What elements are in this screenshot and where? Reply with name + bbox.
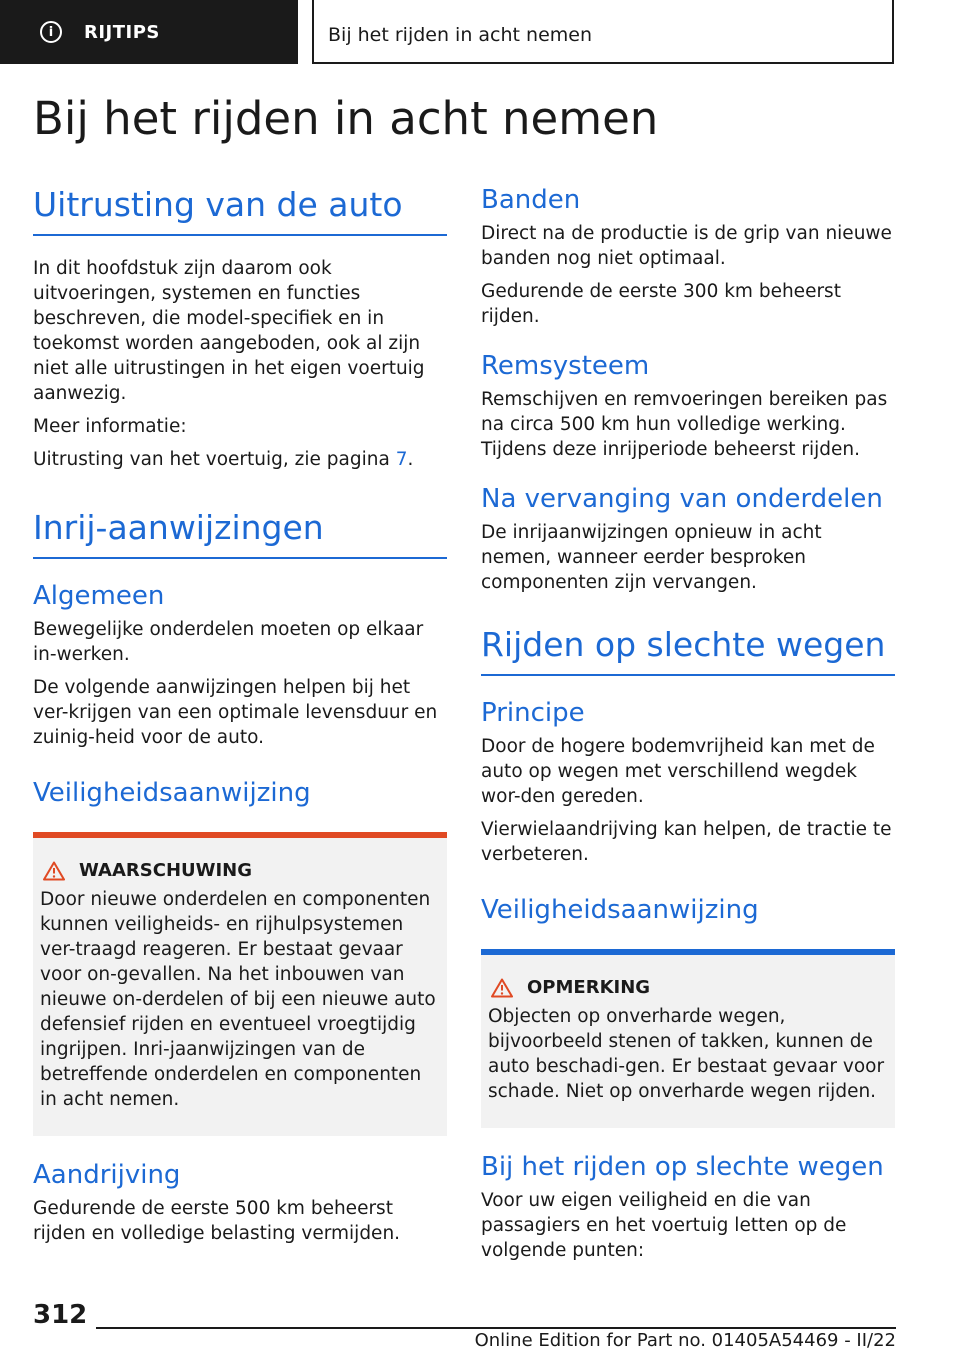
note-box: [481, 949, 895, 1128]
subheading-principe: Principe: [481, 698, 585, 728]
meer-informatie: Meer informatie:: [33, 416, 187, 437]
warning-text: Door nieuwe onderdelen en componenten kunnen veiligheids- en rijhulpsystemen ver-traagd reageren. Er bestaat gevaar voor on-gevallen. Na het inbouwen van nieuwe on-derdelen of bij een nieuwe auto defensief rijden en eventueel vroegtijdig ingrijpen. Inri-jaanwijzingen van de betreffende onderdelen en componenten in acht nemen.: [40, 889, 436, 1110]
aandrijving-paragraph: Gedurende de eerste 500 km beheerst rijden en volledige belasting vermijden.: [33, 1198, 401, 1244]
subheading-vervanging: Na vervanging van onderdelen: [481, 484, 883, 514]
remsysteem-paragraph: Remschijven en remvoeringen bereiken pas na circa 500 km hun volledige werking. Tijdens deze inrijperiode beheerst rijden.: [481, 389, 888, 460]
principe-paragraph-2: Vierwielaandrijving kan helpen, de tractie te verbeteren.: [481, 819, 892, 865]
note-title: OPMERKING: [527, 977, 651, 998]
reference-text: Uitrusting van het voertuig, zie pagina: [33, 449, 396, 470]
principe-paragraph-1: Door de hogere bodemvrijheid kan met de auto op wegen met verschillend wegdek wor-den gereden.: [481, 736, 875, 807]
running-header: [312, 0, 894, 64]
section-heading-slechte-wegen: Rijden op slechte wegen: [481, 625, 895, 676]
warning-header: [40, 860, 439, 881]
uitrusting-reference: [33, 447, 447, 472]
subheading-slechte-wegen: Bij het rijden op slechte wegen: [481, 1152, 884, 1182]
vervanging-paragraph: De inrijaanwijzingen opnieuw in acht nemen, wanneer eerder besproken componenten zijn vervangen.: [481, 522, 822, 593]
uitrusting-paragraph: In dit hoofdstuk zijn daarom ook uitvoeringen, systemen en functies beschreven, die model-specifiek en in toekomst worden aangeboden, ook al zijn niet alle uitrustingen in het eigen voertuig aanwezig.: [33, 258, 425, 404]
left-column: [33, 185, 447, 1246]
caution-triangle-icon: [491, 978, 513, 998]
info-icon: i: [40, 21, 62, 43]
page-link[interactable]: 7: [395, 449, 408, 470]
subheading-banden: Banden: [481, 185, 581, 215]
note-text: Objecten op onverharde wegen, bijvoorbeeld stenen of takken, kunnen de auto beschadi-gen. Er bestaat gevaar voor schade. Niet op onverharde wegen rijden.: [488, 1006, 885, 1102]
subheading-algemeen: Algemeen: [33, 581, 165, 611]
section-heading-uitrusting: Uitrusting van de auto: [33, 185, 447, 236]
right-column: [481, 185, 895, 1263]
warning-box: [33, 832, 447, 1136]
algemeen-paragraph-1: Bewegelijke onderdelen moeten op elkaar in-werken.: [33, 619, 424, 665]
page-title: Bij het rijden in acht nemen: [33, 92, 659, 145]
note-header: [488, 977, 887, 998]
section-label: RIJTIPS: [84, 21, 160, 43]
algemeen-paragraph-2: De volgende aanwijzingen helpen bij het ver-krijgen van een optimale levensduur en zuinig-heid voor de auto.: [33, 677, 438, 748]
footer-divider: [96, 1327, 896, 1329]
edition-footer: Online Edition for Part no. 01405A54469 - II/22: [474, 1330, 896, 1351]
subheading-veiligheid: Veiligheidsaanwijzing: [33, 778, 311, 808]
banden-paragraph-2: Gedurende de eerste 300 km beheerst rijden.: [481, 281, 841, 327]
warning-triangle-icon: [43, 861, 65, 881]
subheading-veiligheid-2: Veiligheidsaanwijzing: [481, 895, 759, 925]
running-header-title: Bij het rijden in acht nemen: [328, 24, 593, 46]
slechte-wegen-paragraph: Voor uw eigen veiligheid en die van passagiers en het voertuig letten op de volgende punten:: [481, 1190, 847, 1261]
page-number: 312: [33, 1300, 88, 1330]
banden-paragraph-1: Direct na de productie is de grip van nieuwe banden nog niet optimaal.: [481, 223, 892, 269]
subheading-remsysteem: Remsysteem: [481, 351, 650, 381]
warning-title: WAARSCHUWING: [79, 860, 253, 881]
section-tab: [0, 0, 298, 64]
section-heading-inrij: Inrij-aanwijzingen: [33, 508, 447, 559]
subheading-aandrijving: Aandrijving: [33, 1160, 181, 1190]
reference-end: .: [407, 449, 414, 470]
